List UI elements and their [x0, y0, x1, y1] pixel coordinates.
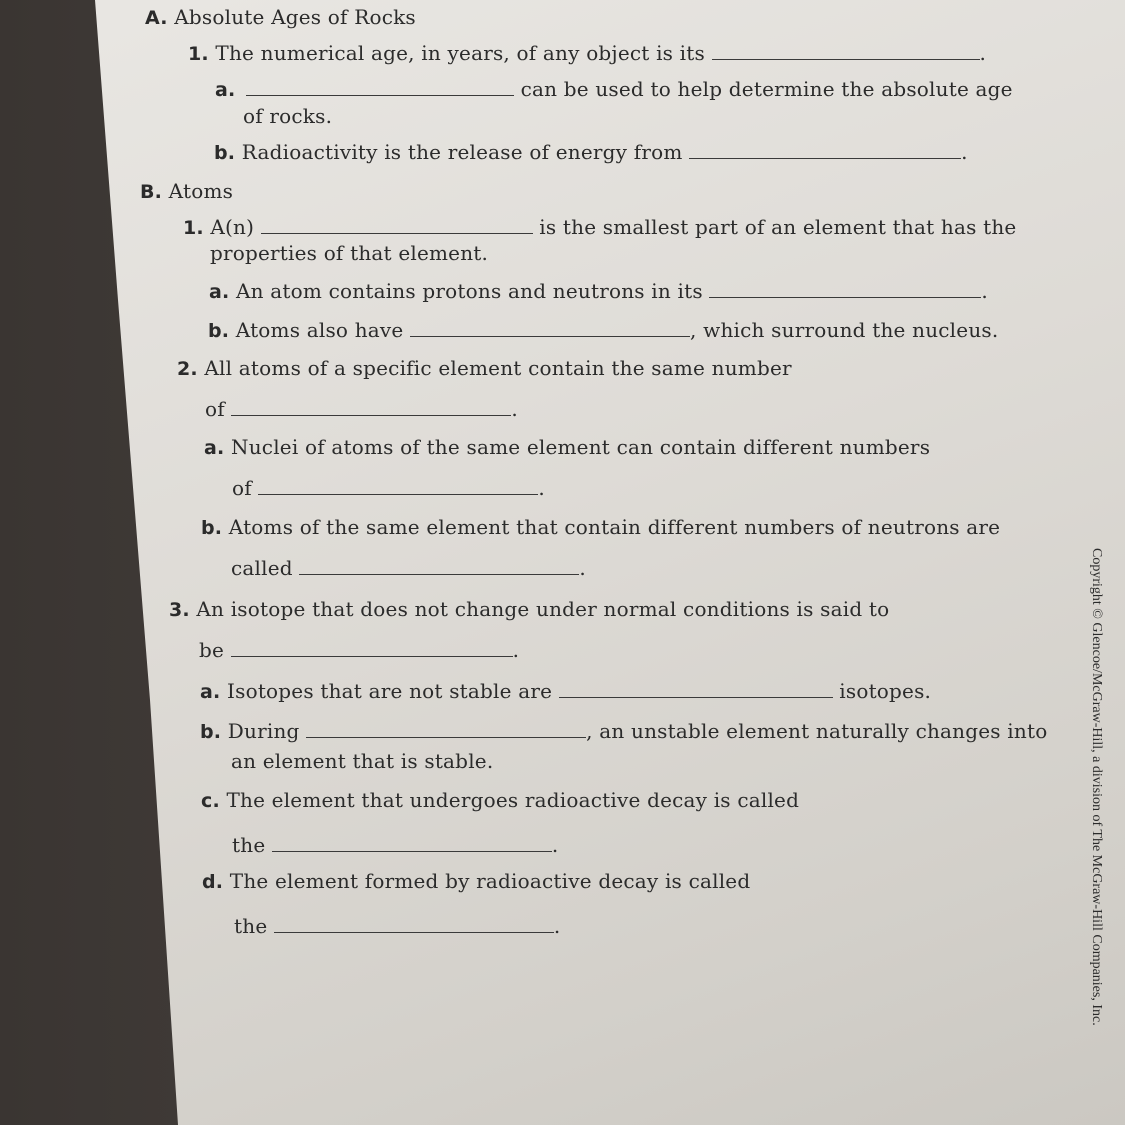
punctuation: .: [981, 279, 988, 303]
question-text: Atoms of the same element that contain different numbers of neutrons are: [228, 515, 1001, 539]
question-letter: b.: [200, 721, 222, 743]
question-b2b: [201, 515, 1000, 539]
section-a-heading: [145, 5, 416, 29]
question-letter: b.: [201, 517, 223, 539]
question-text: called: [231, 556, 293, 580]
answer-blank[interactable]: [261, 219, 533, 234]
answer-blank[interactable]: [306, 723, 586, 738]
question-text: All atoms of a specific element contain the same number: [204, 356, 792, 380]
question-number: 1.: [183, 217, 204, 239]
question-b2-continuation: [205, 397, 518, 421]
question-letter: c.: [201, 790, 220, 812]
question-b3b-continuation: an element that is stable.: [231, 749, 494, 773]
punctuation: .: [512, 638, 520, 662]
answer-blank[interactable]: [709, 283, 981, 298]
question-text: The numerical age, in years, of any object is its: [215, 41, 705, 65]
answer-blank[interactable]: [274, 918, 554, 933]
question-b1-continuation: properties of that element.: [210, 241, 489, 265]
question-text: the: [232, 833, 266, 857]
punctuation: .: [979, 41, 987, 65]
section-b-heading: [140, 179, 233, 203]
question-text: , which surround the nucleus.: [690, 318, 999, 342]
question-a1: [188, 41, 986, 65]
question-b3a: [200, 679, 931, 703]
question-letter: b.: [208, 320, 230, 342]
question-text: the: [234, 914, 268, 938]
question-number: 3.: [169, 599, 190, 621]
question-number: 1.: [188, 43, 209, 65]
answer-blank[interactable]: [231, 401, 511, 416]
question-text: be: [199, 638, 225, 662]
section-letter: A.: [145, 7, 168, 29]
question-text: Radioactivity is the release of energy from: [241, 140, 683, 164]
question-text: Atoms also have: [235, 318, 404, 342]
answer-blank[interactable]: [712, 45, 980, 60]
question-text: The element formed by radioactive decay is called: [229, 869, 751, 893]
answer-blank[interactable]: [689, 144, 961, 159]
question-text: An atom contains protons and neutrons in its: [236, 279, 703, 303]
question-text: of: [232, 476, 252, 500]
question-a1b: [214, 140, 968, 164]
question-b2a: [204, 435, 930, 459]
question-text: A(n): [210, 215, 255, 239]
question-a1a: [215, 77, 1013, 101]
question-text: The element that undergoes radioactive decay is called: [226, 788, 800, 812]
question-letter: a.: [215, 79, 236, 101]
question-text: of: [205, 397, 225, 421]
question-b3c-continuation: [232, 833, 558, 857]
question-b2: [177, 356, 792, 380]
punctuation: .: [511, 397, 518, 421]
question-b3-continuation: [199, 638, 519, 662]
punctuation: .: [551, 833, 559, 857]
question-letter: b.: [214, 142, 236, 164]
question-b1a: [209, 279, 988, 303]
question-b3: [169, 597, 889, 621]
answer-blank[interactable]: [299, 560, 579, 575]
punctuation: .: [538, 476, 545, 500]
question-text: isotopes.: [839, 679, 932, 703]
question-text: An isotope that does not change under normal conditions is said to: [196, 597, 890, 621]
question-b3d: [202, 869, 750, 893]
copyright-notice: Copyright © Glencoe/McGraw-Hill, a division of The McGraw-Hill Companies, Inc.: [1089, 548, 1104, 1026]
section-title: Absolute Ages of Rocks: [174, 5, 416, 29]
punctuation: .: [961, 140, 968, 164]
punctuation: .: [553, 914, 561, 938]
question-a1a-continuation: of rocks.: [243, 104, 333, 128]
punctuation: .: [579, 556, 586, 580]
answer-blank[interactable]: [410, 322, 690, 337]
question-letter: a.: [200, 681, 221, 703]
section-title: Atoms: [168, 179, 234, 203]
answer-blank[interactable]: [231, 642, 513, 657]
section-letter: B.: [140, 181, 163, 203]
answer-blank[interactable]: [272, 837, 552, 852]
answer-blank[interactable]: [559, 683, 833, 698]
question-b1b: [208, 318, 998, 342]
question-text: Nuclei of atoms of the same element can contain different numbers: [231, 435, 931, 459]
question-b3d-continuation: [234, 914, 560, 938]
question-b3b: [200, 719, 1047, 743]
question-b2b-continuation: [231, 556, 586, 580]
question-b1: [183, 215, 1016, 239]
question-b2a-continuation: [232, 476, 545, 500]
question-text: is the smallest part of an element that has the: [539, 215, 1017, 239]
question-number: 2.: [177, 358, 198, 380]
question-letter: a.: [204, 437, 225, 459]
answer-blank[interactable]: [246, 81, 514, 96]
question-text: , an unstable element naturally changes into: [586, 719, 1048, 743]
question-b3c: [201, 788, 799, 812]
question-text: can be used to help determine the absolute age: [520, 77, 1013, 101]
answer-blank[interactable]: [258, 480, 538, 495]
question-letter: d.: [202, 871, 224, 893]
question-text: During: [227, 719, 300, 743]
question-text: Isotopes that are not stable are: [227, 679, 553, 703]
question-letter: a.: [209, 281, 230, 303]
